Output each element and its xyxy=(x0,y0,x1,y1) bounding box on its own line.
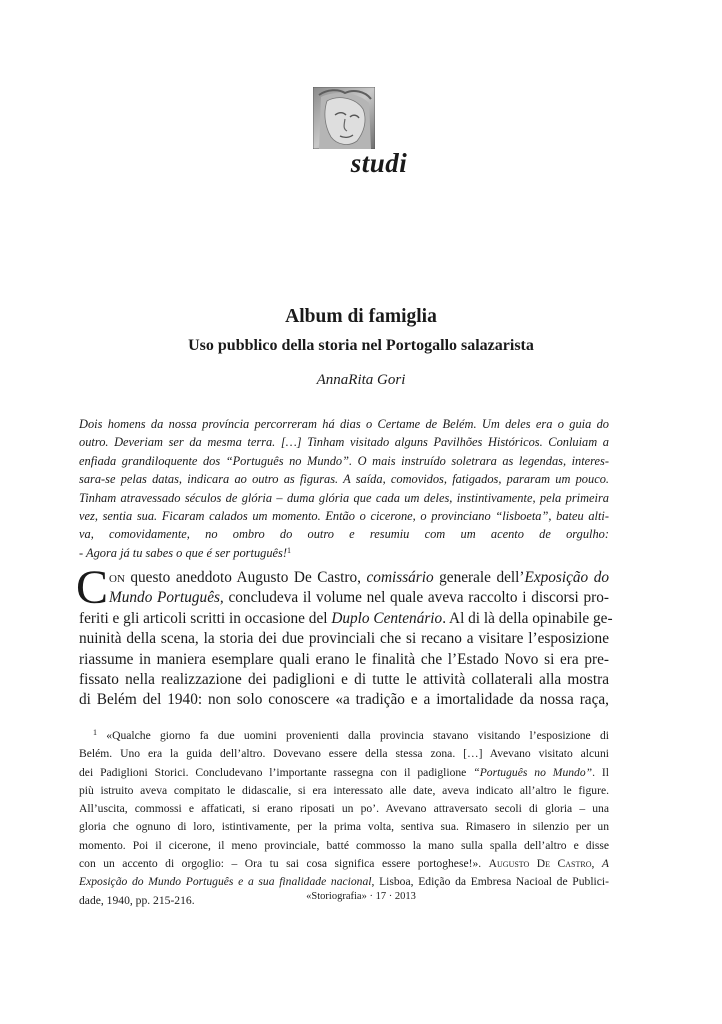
journal-footer: «Storiografia» · 17 · 2013 xyxy=(306,891,416,902)
cited-title: Exposição do Mundo Português e a sua finalidade nacional xyxy=(79,875,372,889)
footnote-line: Belém. Uno era la guida dell’altro. Dovevano essere della stessa zona. […] Avevano visitato alcuni xyxy=(79,747,609,761)
epigraph-last-text: - Agora já tu sabes o que é ser português! xyxy=(79,545,287,560)
footnote-line xyxy=(79,727,609,745)
footnote-line: dade, 1940, pp. 215-216. xyxy=(79,893,195,907)
body-text-run: feriti e gli articoli scritti in occasione del xyxy=(79,609,332,627)
italic-term: Duplo Centenário xyxy=(331,609,443,627)
classical-sculpture-head-icon xyxy=(313,87,375,149)
body-line xyxy=(79,609,613,629)
epigraph-line: outro. Deveriam ser da mesma terra. […] Tinham visitado alguns Pavilhões Históricos. Conluiam a xyxy=(79,435,609,450)
body-line: riassume in maniera esemplare quali erano le finalità che l’Estado Novo si era pre- xyxy=(79,650,609,668)
article-subtitle: Uso pubblico della storia nel Portogallo salazarista xyxy=(188,337,534,354)
footnote-text-run: . Il xyxy=(592,765,609,779)
drop-cap: C xyxy=(76,561,109,614)
body-line: di Belém del 1940: non solo conoscere «a tradição e a imortalidade da nossa raça, xyxy=(79,691,609,709)
body-line xyxy=(79,588,609,608)
body-text-run: concludeva il volume nel quale aveva raccolto i discorsi pro- xyxy=(223,589,609,607)
cited-author: Augusto De Castro xyxy=(488,857,592,871)
body-text-run: . Al di là della opinabile ge- xyxy=(442,609,613,627)
footnote-line xyxy=(79,873,609,891)
footnote-line: più istruito aveva compitato le didascalie, si era interessato alle date, aveva indicato all’altro le figure. xyxy=(79,783,609,797)
italic-term: comissário xyxy=(366,569,434,586)
footnote-text-run: «Qualche giorno fa due uomini provenienti dalla provincia stavano visitando l’esposizione di xyxy=(106,729,609,742)
body-line xyxy=(79,568,609,588)
footnote-text-run: , xyxy=(591,857,602,871)
footnote-number: 1 xyxy=(93,728,97,737)
epigraph-line: sara-se pelas datas, indicara ao outro as figuras. A saída, comovidos, fatigados, pararam um pouco. xyxy=(79,472,609,487)
epigraph-line xyxy=(79,544,609,562)
italic-term: Exposição do xyxy=(524,569,610,586)
body-line: fissato nella realizzazione dei padiglioni e di tutte le attività collaterali alla mostra xyxy=(79,670,609,688)
section-label: studi xyxy=(350,148,408,178)
italic-term: A xyxy=(601,857,609,871)
footnote-text-run: con un accento di orgoglio: – Ora tu sai cosa significa essere portoghese!». xyxy=(79,857,489,871)
article-title: Album di famiglia xyxy=(285,306,437,327)
body-paragraph xyxy=(76,561,613,711)
italic-term: Mundo Português, xyxy=(109,589,224,607)
epigraph-line: Tinham atravessado séculos de glória – duma glória que cada um deles, instintivamente, pela primeira xyxy=(79,490,609,505)
footnote-ref[interactable]: 1 xyxy=(287,545,291,555)
footnote-text-run: , Lisboa, Edição da Embresa Nacioal de Publici- xyxy=(371,875,609,889)
footnote-line xyxy=(79,764,609,782)
epigraph-quote xyxy=(79,415,609,562)
epigraph-line: vez, sentia sua. Ficaram calados um momento. Então o cicerone, o provinciano “lisboeta”, bateu alti- xyxy=(79,509,609,524)
footnote-text-run: dei Padiglioni Storici. Concludevano l’importante rassegna con il padiglione xyxy=(79,765,474,779)
body-text-run: generale dell’ xyxy=(433,569,525,586)
footnote-line xyxy=(79,855,609,873)
footnote-line: gloria che ognuno di loro, istintivamente, per la prima volta, sentiva sua. Rimasero in silenzio per un xyxy=(79,820,609,834)
footnote-block xyxy=(79,727,609,910)
footnote-line: All’uscita, commossi e affaticati, si erano riposati un po’. Avevano attraversato secoli di gloria – una xyxy=(79,802,609,816)
article-author: AnnaRita Gori xyxy=(316,372,406,388)
body-text-run: questo aneddoto Augusto De Castro, xyxy=(124,569,367,586)
smallcaps-text: on xyxy=(109,569,125,586)
epigraph-line: Dois homens da nossa província percorreram há dias o Certame de Belém. Um deles era o guia do xyxy=(79,417,609,431)
sculpture-head-logo xyxy=(313,87,375,149)
italic-term: “Português no Mundo” xyxy=(473,765,593,779)
epigraph-line: va, comovidamente, no ombro do outro e resumiu com um acento de orgulho: xyxy=(79,527,609,542)
epigraph-line: enfiada grandiloquente dos “Português no Mundo”. O mais instruído soletrara as legendas, interes- xyxy=(79,453,609,468)
footnote-line: momento. Poi il cicerone, il meno provinciale, batté commosso la mano sulla spalla dell’altro e disse xyxy=(79,838,609,852)
body-line: nuinità della scena, la storia dei due provinciali che si recano a visitare l’esposizione xyxy=(79,630,609,648)
